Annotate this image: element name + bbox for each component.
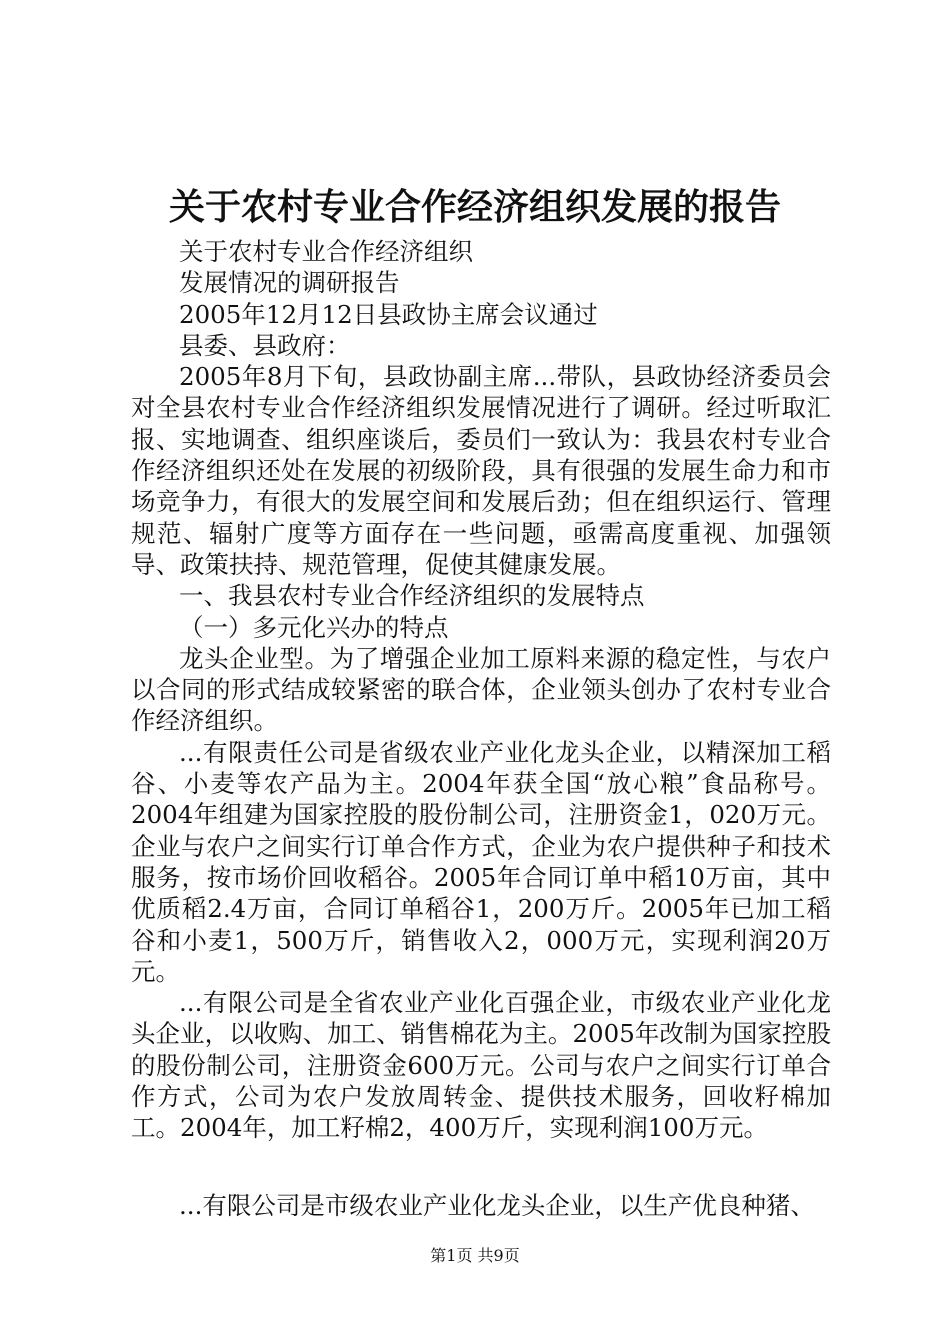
adoption-note: 2005年12月12日县政协主席会议通过 (179, 299, 598, 329)
body-paragraph: ...有限责任公司是省级农业产业化龙头企业，以精深加工稻谷、小麦等农产品为主。2004年获全国“放心粮”食品称号。2004年组建为国家控股的股份制公司，注册资金1，020万元。企业与农户之间实行订单合作方式，企业为农户提供种子和技术服务，按市场价回收稻谷。2005年合同订单中稻10万亩，其中优质稻2.4万亩，合同订单稻谷1，200万斤。2005年已加工稻谷和小麦1，500万斤，销售收入2，000万元，实现利润20万元。 (131, 737, 831, 986)
section-heading: 一、我县农村专业合作经济组织的发展特点 (179, 581, 645, 611)
intro-paragraph: 2005年8月下旬，县政协副主席...带队，县政协经济委员会对全县农村专业合作经济组织发展情况进行了调研。经过听取汇报、实地调查、组织座谈后，委员们一致认为：我县农村专业合作经济组织还处在发展的初级阶段，具有很强的发展生命力和市场竞争力，有很大的发展空间和发展后劲；但在组织运行、管理规范、辐射广度等方面存在一些问题，亟需高度重视、加强领导、政策扶持、规范管理，促使其健康发展。 (131, 362, 831, 579)
document-body (131, 236, 831, 1221)
subtitle-line-2: 发展情况的调研报告 (179, 268, 400, 298)
subtitle-line-1: 关于农村专业合作经济组织 (179, 237, 473, 266)
body-paragraph: ...有限公司是全省农业产业化百强企业，市级农业产业化龙头企业，以收购、加工、销售棉花为主。2005年改制为国家控股的股份制公司，注册资金600万元。公司与农户之间实行订单合作方式，公司为农户发放周转金、提供技术服务，回收籽棉加工。2004年，加工籽棉2，400万斤，实现利润100万元。 (131, 988, 831, 1143)
paragraph-spacer (131, 1144, 831, 1190)
document-title: 关于农村专业合作经济组织发展的报告 (168, 186, 781, 228)
body-paragraph: 龙头企业型。为了增强企业加工原料来源的稳定性，与农户以合同的形式结成较紧密的联合体，企业领头创办了农村专业合作经济组织。 (131, 643, 831, 736)
page-footer: 第1页 共9页 (430, 1246, 520, 1265)
body-paragraph: ...有限公司是市级农业产业化龙头企业，以生产优良种猪、 (179, 1190, 815, 1220)
subsection-heading: （一）多元化兴办的特点 (179, 612, 449, 642)
salutation: 县委、县政府： (179, 330, 351, 360)
